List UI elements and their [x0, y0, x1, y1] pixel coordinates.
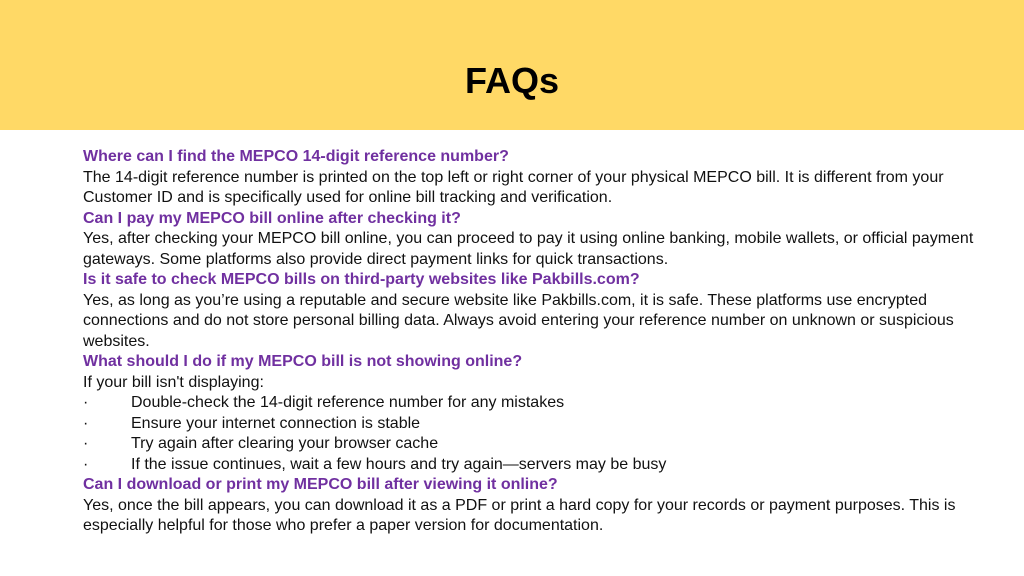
bullet-marker: · — [83, 394, 89, 411]
header-banner — [0, 0, 1024, 130]
faq-answer-1: The 14-digit reference number is printed on the top left or right corner of your physical MEPCO bill. It is different from your Customer ID and is specifically used for online bill tracking and verification. — [83, 168, 944, 206]
bullet-text: Double-check the 14-digit reference number for any mistakes — [131, 394, 565, 411]
bullet-marker: · — [83, 414, 89, 432]
faq-question-3: Is it safe to check MEPCO bills on third-party websites like Pakbills.com? — [83, 271, 640, 288]
bullet-item — [83, 393, 983, 414]
faq-list — [83, 147, 983, 537]
bullet-item — [83, 434, 983, 455]
faq-question-4: What should I do if my MEPCO bill is not showing online? — [83, 353, 523, 370]
faq-question-2: Can I pay my MEPCO bill online after checking it? — [83, 209, 461, 227]
faq-answer-4: If your bill isn't displaying: — [83, 373, 264, 391]
faq-answer-5: Yes, once the bill appears, you can download it as a PDF or print a hard copy for your records or payment purposes. This is especially helpful for those who prefer a paper version for documentation. — [83, 496, 956, 534]
bullet-item — [83, 414, 983, 435]
bullet-text: If the issue continues, wait a few hours and try again—servers may be busy — [131, 455, 667, 473]
bullet-marker: · — [83, 455, 89, 473]
bullet-marker: · — [83, 435, 89, 452]
page-title: FAQs — [464, 60, 560, 101]
faq-answer-2: Yes, after checking your MEPCO bill online, you can proceed to pay it using online banking, mobile wallets, or official payment gateways. Some platforms also provide direct payment links for quick transactions. — [83, 230, 974, 268]
bullet-text: Try again after clearing your browser cache — [131, 435, 439, 452]
faq-answer-3: Yes, as long as you’re using a reputable and secure website like Pakbills.com, it is safe. These platforms use encrypted connections and do not store personal billing data. Always avoid entering your reference number on unknown or suspicious websites. — [83, 291, 954, 350]
bullet-text: Ensure your internet connection is stable — [131, 414, 421, 432]
bullet-item — [83, 455, 983, 476]
faq-question-5: Can I download or print my MEPCO bill after viewing it online? — [83, 476, 558, 493]
faq-question-1: Where can I find the MEPCO 14-digit reference number? — [83, 148, 509, 165]
